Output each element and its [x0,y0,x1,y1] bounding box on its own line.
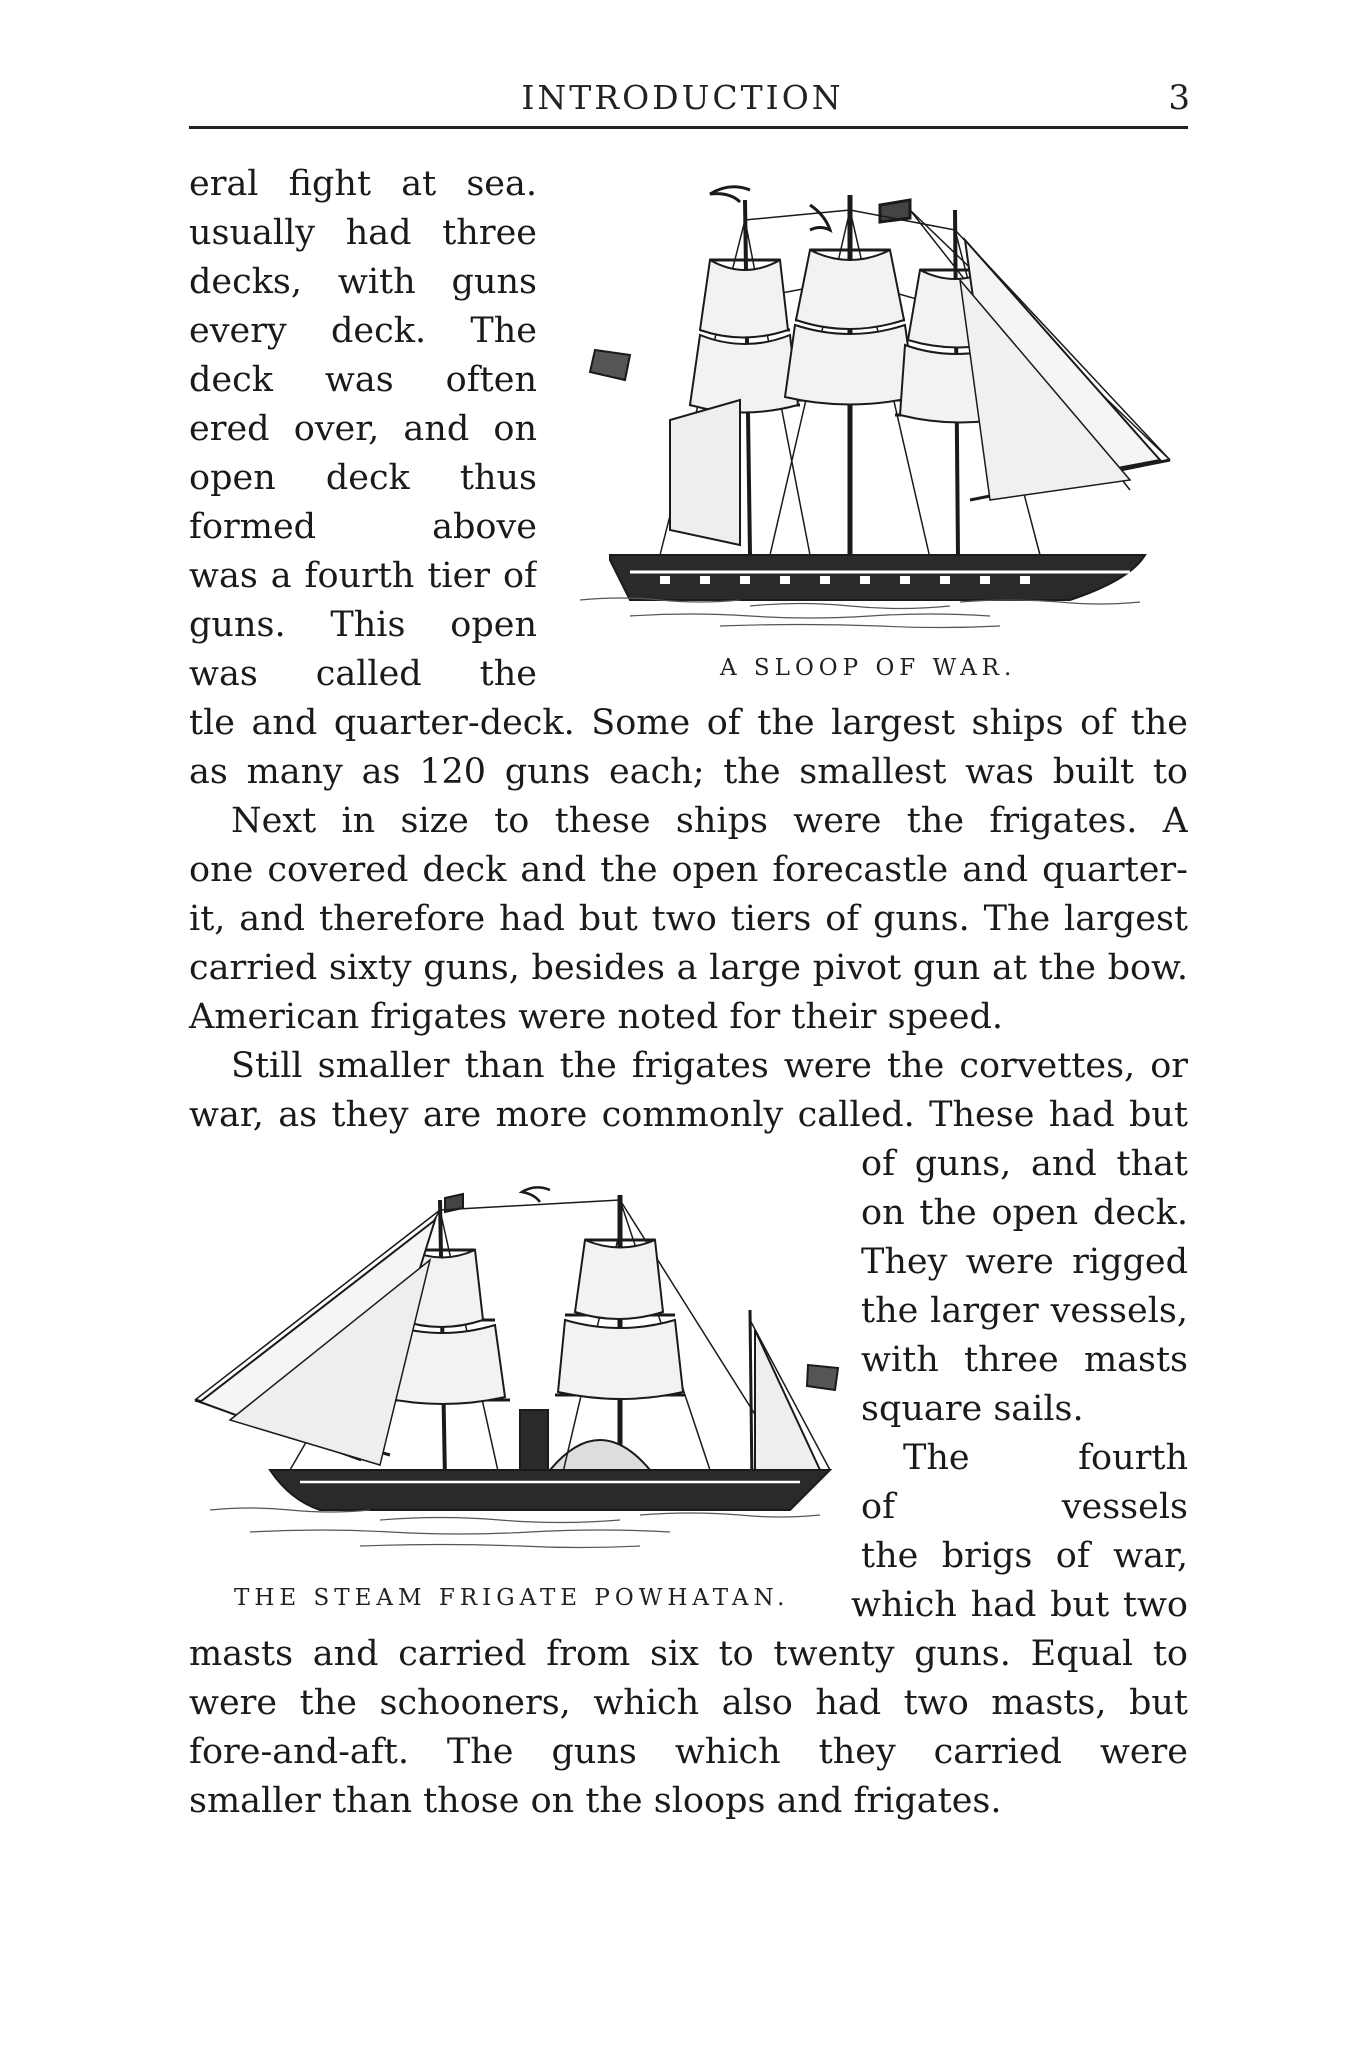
text-line: masts and carried from six to twenty guns. Equal to [189,1634,1188,1674]
figure-caption: THE STEAM FRIGATE POWHATAN. [234,1585,790,1611]
text-line: one covered deck and the open forecastle and quarter- [189,850,1188,890]
text-line: with three masts [861,1340,1188,1380]
text-line: of vessels [861,1487,1188,1527]
text-line: the brigs of war, [861,1536,1188,1576]
text-line: smaller than those on the sloops and frigates. [189,1781,1002,1821]
text-line: open deck thus [189,458,537,498]
text-line: war, as they are more commonly called. These had but [189,1095,1188,1135]
text-line: eral fight at sea. [189,164,537,204]
text-line: were the schooners, which also had two masts, but [189,1683,1188,1723]
text-line: Still smaller than the frigates were the corvettes, or [231,1046,1188,1086]
text-line: on the open deck. [861,1193,1188,1233]
text-line: American frigates were noted for their speed. [189,997,1003,1037]
text-line: usually had three [189,213,537,253]
text-line: was a fourth tier of [189,556,537,596]
text-line: tle and quarter-deck. Some of the largest ships of the [189,703,1188,743]
text-line: fore-and-aft. The guns which they carried were [189,1732,1188,1772]
text-line: guns. This open [189,605,537,645]
text-line: the larger vessels, [861,1291,1188,1331]
header-rule [189,126,1188,129]
text-line: of guns, and that [861,1144,1188,1184]
text-line: ered over, and on [189,409,537,449]
text-line: which had but two [851,1585,1188,1625]
text-line: as many as 120 guns each; the smallest was built to [189,752,1188,792]
text-line: They were rigged [861,1242,1188,1282]
text-line: formed above [189,507,537,547]
page-number: 3 [1168,78,1190,118]
figure-caption: A SLOOP OF WAR. [720,655,1017,681]
text-line: square sails. [861,1389,1084,1429]
text-line: it, and therefore had but two tiers of guns. The largest [189,899,1188,939]
text-line: Next in size to these ships were the frigates. A [231,801,1188,841]
text-line: deck was often [189,360,537,400]
text-line: The fourth [903,1438,1188,1478]
text-line: was called the [189,654,537,694]
running-header: INTRODUCTION [521,78,844,117]
sloop-of-war-illustration [570,160,1200,630]
steam-frigate-illustration [190,1170,840,1570]
text-line: decks, with guns [189,262,537,302]
text-line: every deck. The [189,311,537,351]
text-line: carried sixty guns, besides a large pivot gun at the bow. [189,948,1188,988]
